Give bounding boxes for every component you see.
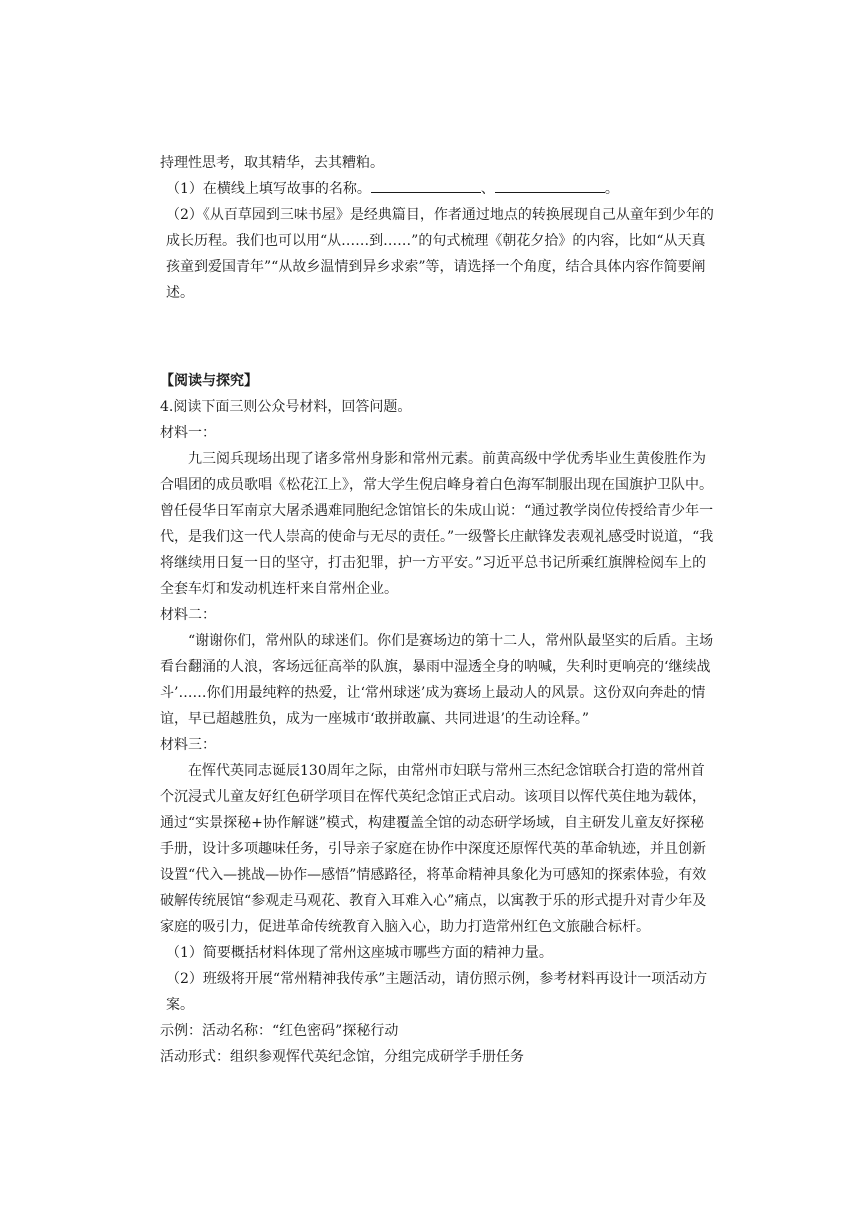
question-1-end: 。 bbox=[604, 181, 619, 197]
answer-blank-1[interactable] bbox=[371, 178, 481, 193]
blank-separator: 、 bbox=[480, 181, 495, 197]
document-content bbox=[160, 150, 715, 1070]
material-3-text: 在恽代英同志诞辰130周年之际，由常州市妇联与常州三杰纪念馆联合打造的常州首个沉浸式儿童友好红色研学项目在恽代英纪念馆正式启动。该项目以恽代英住地为载体，通过“实景探秘+协作解谜”模式，构建覆盖全馆的动态研学场域，自主研发儿童友好探秘手册，设计多项趣味任务，引导亲子家庭在协作中深度还原恽代英的革命轨迹，并且创新设置“代入—挑战—协作—感悟”情感路径，将革命精神具象化为可感知的探索体验，有效破解传统展馆“参观走马观花、教育入耳难入心”痛点，以寓教于乐的形式提升对青少年及家庭的吸引力，促进革命传统教育入脑入心，助力打造常州红色文旅融合标杆。 bbox=[160, 763, 707, 935]
section-heading: 【阅读与探究】 bbox=[160, 373, 258, 389]
material-1-label: 材料一： bbox=[160, 425, 216, 441]
question-1-text: （1）在横线上填写故事的名称。 bbox=[166, 181, 371, 197]
question-4: 4.阅读下面三则公众号材料，回答问题。 bbox=[160, 399, 412, 415]
example-activity-name: 示例：活动名称：“红色密码”探秘行动 bbox=[160, 1023, 399, 1039]
sub-question-1: （1）简要概括材料体现了常州这座城市哪些方面的精神力量。 bbox=[166, 945, 553, 961]
material-2-label: 材料二： bbox=[160, 607, 216, 623]
answer-blank-2[interactable] bbox=[495, 178, 605, 193]
question-1 bbox=[160, 176, 715, 202]
material-2-text: “谢谢你们，常州队的球迷们。你们是赛场边的第十二人，常州队最坚实的后盾。主场看台翻涌的人浪，客场远征高举的队旗，暴雨中湿透全身的呐喊，失利时更响亮的‘继续战斗’……你们用最纯粹的热爱，让‘常州球迷’成为赛场上最动人的风景。这份双向奔赴的情谊，早已超越胜负，成为一座城市‘敢拼敢赢、共同进退’的生动诠释。” bbox=[160, 633, 714, 727]
sub-question-2: （2）班级将开展“常州精神我传承”主题活动，请仿照示例，参考材料再设计一项活动方案。 bbox=[166, 971, 708, 1013]
intro-line: 持理性思考，取其精华，去其糟粕。 bbox=[160, 155, 384, 171]
example-activity-form: 活动形式：组织参观恽代英纪念馆，分组完成研学手册任务 bbox=[160, 1049, 524, 1065]
material-3-label: 材料三： bbox=[160, 737, 216, 753]
material-1-text: 九三阅兵现场出现了诸多常州身影和常州元素。前黄高级中学优秀毕业生黄俊胜作为合唱团的成员歌唱《松花江上》，常大学生倪启峰身着白色海军制服出现在国旗护卫队中。曾任侵华日军南京大屠杀遇难同胞纪念馆馆长的朱成山说：“通过教学岗位传授给青少年一代，是我们这一代人崇高的使命与无尽的责任。”一级警长庄献锋发表观礼感受时说道，“我将继续用日复一日的坚守，打击犯罪，护一方平安。”习近平总书记所乘红旗牌检阅车上的全套车灯和发动机连杆来自常州企业。 bbox=[160, 451, 714, 597]
question-2: （2）《从百草园到三味书屋》是经典篇目，作者通过地点的转换展现自己从童年到少年的成长历程。我们也可以用“从……到……”的句式梳理《朝花夕拾》的内容，比如“从天真孩童到爱国青年”“从故乡温情到异乡求索”等，请选择一个角度，结合具体内容作简要阐述。 bbox=[166, 207, 714, 301]
